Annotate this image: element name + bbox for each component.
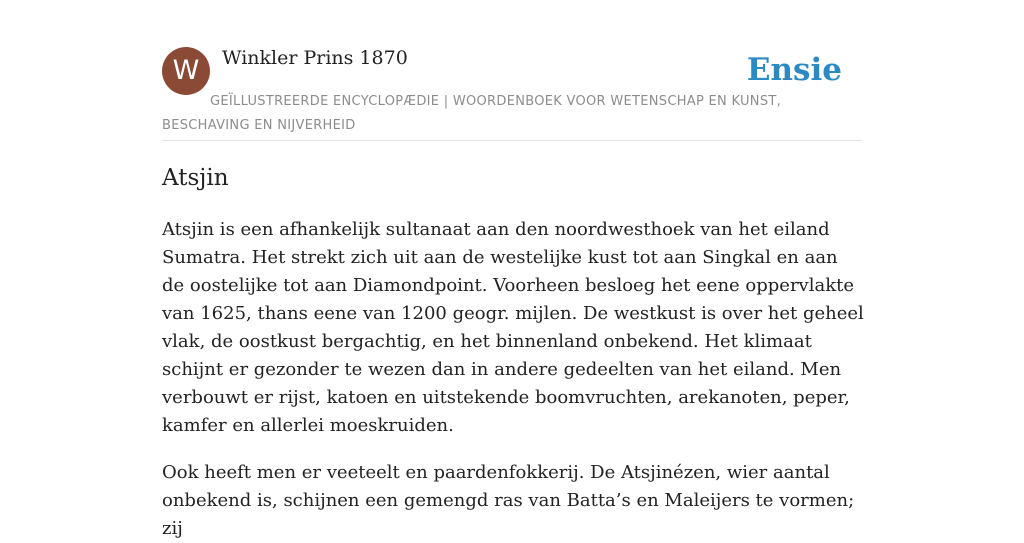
article-title: Atsjin xyxy=(162,165,229,191)
article-paragraph: Ook heeft men er veeteelt en paardenfokkerij. De Atsjinézen, wier aantal onbekend is, schijnen een gemengd ras van Batta’s en Maleijers te vormen; zij xyxy=(162,462,855,539)
brand-logo-link[interactable]: Ensie xyxy=(746,52,842,88)
avatar[interactable]: W xyxy=(162,47,210,95)
source-title[interactable]: Winkler Prins 1870 xyxy=(222,47,408,69)
header xyxy=(162,46,862,141)
article-paragraph: Atsjin is een afhankelijk sultanaat aan den noordwesthoek van het eiland Sumatra. Het strekt zich uit aan de westelijke kust tot aan Singkal en aan de oostelijke tot aan Diamondpoint. Voorheen besloeg het eene oppervlakte van 1625, thans eene van 1200 geogr. mijlen. De westkust is over het geheel vlak, de oostkust bergachtig, en het binnenland onbekend. Het klimaat schijnt er gezonder te wezen dan in andere gedeelten van het eiland. Men verbouwt er rijst, katoen en uitstekende boomvruchten, arekanoten, peper, kamfer en allerlei moeskruiden. xyxy=(162,219,864,436)
source-subtitle: GEÏLLUSTREERDE ENCYCLOPÆDIE | WOORDENBOEK VOOR WETENSCHAP EN KUNST, BESCHAVING EN NIJVERHEID xyxy=(162,94,782,133)
